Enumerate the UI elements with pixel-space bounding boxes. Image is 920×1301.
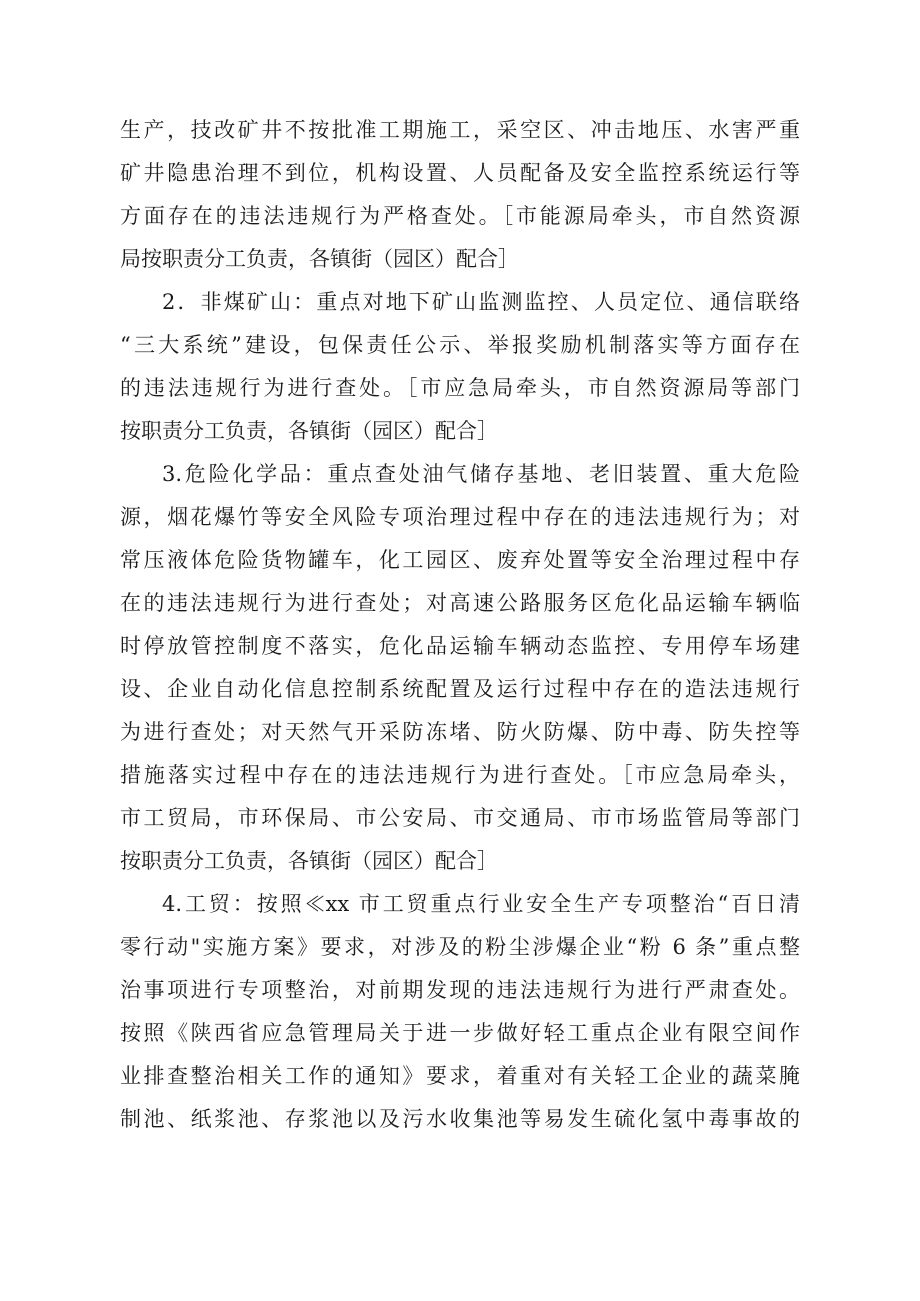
text-line: 3.危险化学品：重点查处油气储存基地、老旧装置、重大危险 — [162, 462, 800, 486]
text-line: 设、企业自动化信息控制系统配置及运行过程中存在的造法违规行 — [120, 677, 800, 701]
text-line: 为进行查处；对天然气开采防冻堵、防火防爆、防中毒、防失控等 — [120, 720, 800, 744]
text-line: 常压液体危险货物罐车，化工园区、废弃处置等安全治理过程中存 — [120, 548, 800, 572]
text-line: 业排查整治相关工作的通知》要求，着重对有关轻工企业的蔬菜腌 — [120, 1064, 800, 1088]
text-line: 措施落实过程中存在的违法违规行为进行查处。［市应急局牵头， — [120, 763, 800, 787]
text-line: 按照《陕西省应急管理局关于进一步做好轻工重点企业有限空间作 — [120, 1021, 800, 1045]
text-line: 治事项进行专项整治，对前期发现的违法违规行为进行严肃查处。 — [120, 978, 800, 1002]
text-line: 按职责分工负责，各镇街（园区）配合］ — [120, 849, 498, 873]
text-line: 4.工贸：按照≪xx 市工贸重点行业安全生产专项整治“百日清 — [162, 892, 800, 916]
text-line: 时停放管控制度不落实，危化品运输车辆动态监控、专用停车场建 — [120, 634, 800, 658]
text-line: 制池、纸浆池、存浆池以及污水收集池等易发生硫化氢中毒事故的 — [120, 1107, 800, 1131]
text-line: 局按职责分工负责，各镇街（园区）配合］ — [120, 247, 519, 271]
text-line: 源，烟花爆竹等安全风险专项治理过程中存在的违法违规行为；对 — [120, 505, 800, 529]
text-line: 在的违法违规行为进行查处；对高速公路服务区危化品运输车辆临 — [120, 591, 800, 615]
text-line: “三大系统”建设，包保责任公示、举报奖励机制落实等方面存在 — [120, 333, 800, 357]
text-line: 市工贸局，市环保局、市公安局、市交通局、市市场监管局等部门 — [120, 806, 800, 830]
text-line: 方面存在的违法违规行为严格查处。［市能源局牵头，市自然资源 — [120, 204, 800, 228]
text-line: 2．非煤矿山：重点对地下矿山监测监控、人员定位、通信联络 — [162, 290, 800, 314]
text-line: 按职责分工负责，各镇街（园区）配合］ — [120, 419, 498, 443]
text-line: 生产，技改矿井不按批准工期施工，采空区、冲击地压、水害严重 — [120, 118, 800, 142]
text-line: 零行动"实施方案》要求，对涉及的粉尘涉爆企业“粉 6 条”重点整 — [120, 935, 800, 959]
text-line: 矿井隐患治理不到位，机构设置、人员配备及安全监控系统运行等 — [120, 161, 800, 185]
text-line: 的违法违规行为进行查处。［市应急局牵头，市自然资源局等部门 — [120, 376, 800, 400]
